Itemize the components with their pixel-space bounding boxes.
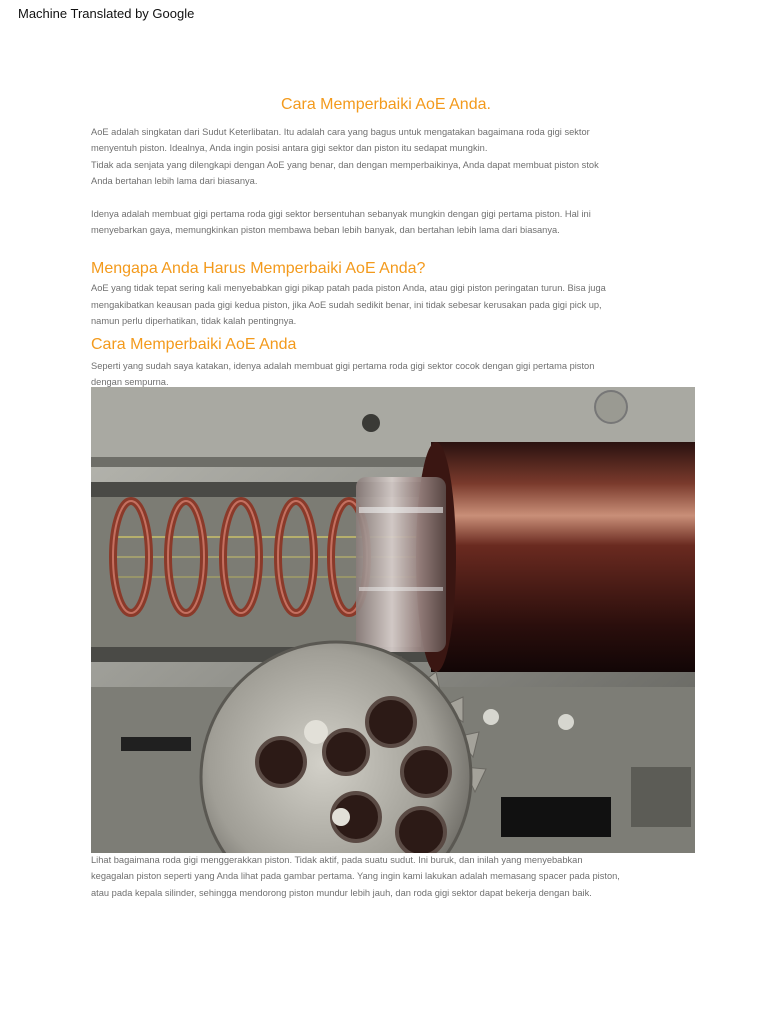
document-page bbox=[91, 94, 681, 390]
section-heading-how: Cara Memperbaiki AoE Anda bbox=[91, 335, 297, 353]
intro-line-4: Anda bertahan lebih lama dari biasanya. bbox=[91, 176, 258, 187]
why-line-3: namun perlu diperhatikan, tidak kalah pentingnya. bbox=[91, 316, 297, 327]
intro-line-2: menyentuh piston. Idealnya, Anda ingin posisi antara gigi sektor dan piston itu sedapat mungkin. bbox=[91, 143, 488, 154]
gearbox-photo bbox=[91, 387, 695, 853]
machine-translation-banner: Machine Translated by Google bbox=[18, 6, 195, 21]
section-heading-why: Mengapa Anda Harus Memperbaiki AoE Anda? bbox=[91, 260, 426, 278]
gearbox-photo-illustration bbox=[91, 387, 695, 853]
caption-line-2: kegagalan piston seperti yang Anda lihat pada gambar pertama. Yang ingin kami lakukan adalah memasang spacer pada piston, bbox=[91, 871, 620, 882]
why-line-1: AoE yang tidak tepat sering kali menyebabkan gigi pikap patah pada piston Anda, atau gigi piston peringatan turun. Bisa juga bbox=[91, 283, 606, 294]
why-line-2: mengakibatkan keausan pada gigi kedua piston, jika AoE sudah sedikit benar, ini tidak sebesar kerusakan pada gigi pick up, bbox=[91, 299, 602, 310]
page-title: Cara Memperbaiki AoE Anda. bbox=[281, 96, 491, 113]
idea-line-1: Idenya adalah membuat gigi pertama roda gigi sektor bersentuhan sebanyak mungkin dengan gigi pertama piston. Hal ini bbox=[91, 208, 591, 219]
intro-line-3: Tidak ada senjata yang dilengkapi dengan AoE yang benar, dan dengan memperbaikinya, Anda dapat membuat piston stok bbox=[91, 159, 599, 170]
how-line-1: Seperti yang sudah saya katakan, idenya adalah membuat gigi pertama roda gigi sektor cocok dengan gigi pertama piston bbox=[91, 360, 595, 371]
how-line-2: dengan sempurna. bbox=[91, 377, 169, 388]
caption-line-1: Lihat bagaimana roda gigi menggerakkan piston. Tidak aktif, pada suatu sudut. Ini buruk, dan inilah yang menyebabkan bbox=[91, 855, 583, 865]
paragraph-gap bbox=[91, 190, 681, 206]
intro-line-1: AoE adalah singkatan dari Sudut Keterlibatan. Itu adalah cara yang bagus untuk mengatakan bagaimana roda gigi sektor bbox=[91, 127, 590, 137]
caption-line-3: atau pada kepala silinder, sehingga mendorong piston mundur lebih jauh, dan roda gigi sektor dapat bekerja dengan baik. bbox=[91, 887, 592, 898]
idea-line-2: menyebarkan gaya, memungkinkan piston membawa beban lebih banyak, dan bertahan lebih lama dari biasanya. bbox=[91, 225, 560, 236]
photo-caption bbox=[91, 852, 681, 901]
